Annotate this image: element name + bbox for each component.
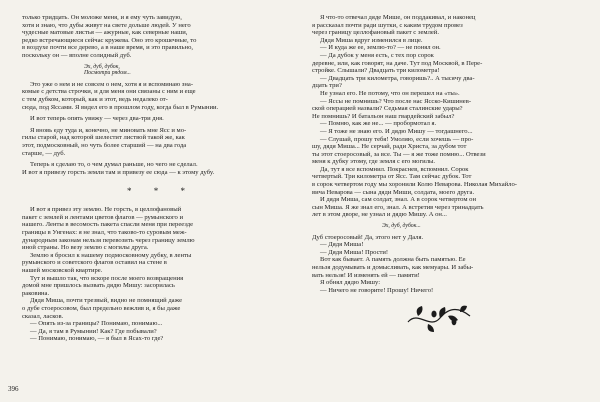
dialogue-line: — И куда же ее, землю-то? — не понял он. bbox=[320, 44, 441, 52]
dialogue-line: — Дядя Миша! Прости! bbox=[320, 248, 389, 256]
text-line: чудесные матовые листья — ажурные, как северные наши, bbox=[22, 29, 188, 37]
text-line: Да, тут я все вспомнил. Покраснев, вспомнил. Сорок bbox=[320, 165, 469, 173]
text-line: нашей московской квартире. bbox=[22, 267, 103, 275]
dialogue-line: — Я тоже не знаю его. И дядю Мишу — тогдашнего... bbox=[320, 127, 473, 135]
left-poem bbox=[84, 64, 300, 77]
text-line: Тут и вышло так, что вскоре после моего возвращения bbox=[30, 274, 184, 282]
text-line: иной страны. Но везу землю с могилы друга. bbox=[22, 244, 149, 252]
dialogue-line: — Помню, как же не... — пробормотал я. bbox=[320, 120, 437, 128]
text-line: сказал, ласков. bbox=[22, 312, 64, 320]
text-line: дународным законам нельзя перевозить через границу землю bbox=[22, 236, 195, 244]
text-line: хотя и знаю, что дубы живут на свете дольше людей. У него bbox=[22, 21, 191, 29]
dialogue-line: — Да дубок у меня есть, с тех пор сорок bbox=[320, 51, 434, 59]
text-line: лет в этом дворе, не узнал и дядю Мишу. А он... bbox=[312, 211, 447, 219]
right-poem bbox=[382, 223, 590, 230]
text-line: только тридцать. Он моложе меня, и я ему чуть завидую, bbox=[22, 14, 182, 21]
dialogue-line: — Понимаю, понимаю, — я был в Ясах-то где? bbox=[30, 335, 164, 343]
poem-line: Эх, дуб, дубок, bbox=[84, 63, 120, 70]
text-line: вать нельзя! И изменять ей — памяти! bbox=[312, 271, 420, 279]
text-line: Я вновь еду туда и, конечно, не миновать мне Ясс и мо- bbox=[30, 126, 187, 134]
right-block-1 bbox=[312, 14, 590, 219]
dialogue-line: — Опять из-за границы? Понимаю, понимаю... bbox=[30, 320, 163, 328]
text-line: сын Миша. Я же знал его, знал. А встретив через тринадцать bbox=[312, 203, 484, 211]
text-line: Дуб стоеросовый! Да, этого нет у Даля. bbox=[312, 233, 424, 241]
text-line: Теперь я сделаю то, о чем думал раньше, но чего не сделал. bbox=[30, 161, 198, 169]
dialogue-line: — Двадцать три километра, говоришь?.. А тысячу два- bbox=[320, 74, 475, 82]
text-line: Землю я бросил к нашему подмосковному дубку, в ленты bbox=[30, 251, 192, 259]
text-line: нашего. Ленты в весомость пакета спасли меня при переезде bbox=[22, 221, 194, 229]
text-line: я рассказал почти ради шутки, с каким трудом провез bbox=[312, 21, 463, 29]
dialogue-line: — Слушай, прошу тебя! Умоляю, если хочешь — про- bbox=[320, 135, 474, 143]
text-line: Дядя Миша вдруг изменился в лице. bbox=[320, 36, 423, 44]
text-line: Не узнал его. Не потому, что он перешел на «ты». bbox=[320, 89, 460, 97]
text-line: Я обнял дядю Мишу: bbox=[320, 279, 381, 287]
text-line: Не помнишь? И батальон наш гвардейский забыл? bbox=[312, 112, 455, 120]
text-line: четвертый. Три километра от Ясс. Там сейчас дубок. Тот bbox=[312, 173, 472, 181]
left-column bbox=[22, 14, 300, 343]
text-line: домой мне пришлось вызвать дядю Мишу: засорилась bbox=[22, 282, 175, 290]
dialogue-line: — Да, я там в Румынии! Как? Где побывали? bbox=[30, 327, 157, 335]
text-line: вича Неварова — сына дяди Миши, солдата, моего друга. bbox=[312, 188, 475, 196]
text-line: о дубе стоеросовом, был предельно вежлив и, я бы даже bbox=[22, 305, 181, 312]
text-line: с тем дубком, который, как и этот, ведь недалеко от- bbox=[22, 95, 168, 103]
text-line: редко встречающиеся сейчас кружева. Оно это крошечные, то bbox=[22, 36, 197, 44]
text-line: этот, подмосковный, но чуть более старший — на два года bbox=[22, 141, 187, 149]
dialogue-line: — Яссы не помнишь? Что после нас Ясско-Кишинев- bbox=[320, 97, 472, 105]
text-line: румынского и советского флагов оставил на стене в bbox=[22, 259, 167, 267]
text-line: пакет с землей и лентами цветов флагов — румынского и bbox=[22, 213, 183, 221]
text-line: И вот теперь опять увижу — через два-три дня. bbox=[30, 115, 164, 123]
right-column bbox=[312, 14, 590, 341]
poem-line: Посмотри рядом... bbox=[84, 70, 131, 77]
oak-leaf-ornament-icon bbox=[404, 300, 474, 336]
text-line: меня к дубку этому, где земля с его могилы. bbox=[312, 158, 436, 166]
text-line: в воздухе почти все дерево, а в наше время, и это правильно, bbox=[22, 44, 194, 52]
text-line: сюда, под Яссами. Я видел его в прошлом году, когда был в Румынии. bbox=[22, 103, 219, 111]
text-line: стройке. Слышали? Двадцать три километра! bbox=[312, 67, 440, 75]
text-line: гилы старой, над которой шелестит листвой такой же, как bbox=[22, 134, 185, 142]
text-line: И дядя Миша, сам солдат, знал. А в сорок четвертом он bbox=[320, 196, 476, 204]
text-line: через границу целлофановый пакет с землей. bbox=[312, 29, 439, 37]
poem-line: Эх, дуб, дубок... bbox=[382, 223, 421, 230]
text-line: старше, — дуб. bbox=[22, 149, 66, 157]
text-line: раковина. bbox=[22, 289, 50, 297]
section-divider: * * * bbox=[127, 186, 195, 197]
text-line: Это уже о нем и не совсем о нем, хотя я и вспоминаю зна- bbox=[30, 80, 194, 88]
text-line: в сорок четвертом году мы хоронили Колю Неварова. Николая Михайло- bbox=[312, 181, 517, 189]
text-line: ты этот стоеросовый, за все. Ты — я же тоже помню... Отвези bbox=[312, 150, 486, 158]
dialogue-line: — Дядя Миша! bbox=[320, 241, 364, 249]
text-line: деревне, или, как говорят, на даче. Тут под Москвой, в Пере- bbox=[312, 59, 483, 67]
right-block-2 bbox=[312, 234, 590, 295]
text-line: поскольку он — вполне солидный дуб. bbox=[22, 51, 132, 59]
text-line: дцать три? bbox=[312, 82, 342, 90]
text-line: нельзя додумывать и домысливать, как мемуары. И забы- bbox=[312, 264, 474, 271]
text-line: Вот как бывает. А память должна быть памятью. Ее bbox=[320, 256, 466, 264]
text-line: комые с детства строчки, и для меня они связаны с ним и еще bbox=[22, 88, 196, 96]
text-line: шу, дядя Миша... Не серчай, ради Христа, за дубом тот bbox=[312, 143, 467, 151]
text-line: границы в Унгенах: я не знал, что таково-то суровым меж- bbox=[22, 229, 187, 237]
left-block-3 bbox=[22, 206, 300, 343]
left-block-2 bbox=[22, 81, 300, 177]
text-line: И вот я привез эту землю. Не горсть, в целлофановый bbox=[30, 206, 182, 214]
text-line: ской операцией назвали? Седьмая сталинские удары? bbox=[312, 105, 463, 113]
text-line: Я что-то отвечал дяде Мише, он поддакивал, и наконец bbox=[320, 14, 476, 21]
left-block-1 bbox=[22, 14, 300, 60]
dialogue-line: — Ничего не говорите! Прошу! Ничего! bbox=[320, 286, 434, 294]
page-number: 396 bbox=[8, 385, 19, 393]
text-line: И вот я привезу горсть земли там и привезу ее сюда — к этому дубу. bbox=[22, 168, 215, 176]
text-line: Дядя Миша, почти трезвый, видно не помнящий даже bbox=[30, 297, 182, 305]
